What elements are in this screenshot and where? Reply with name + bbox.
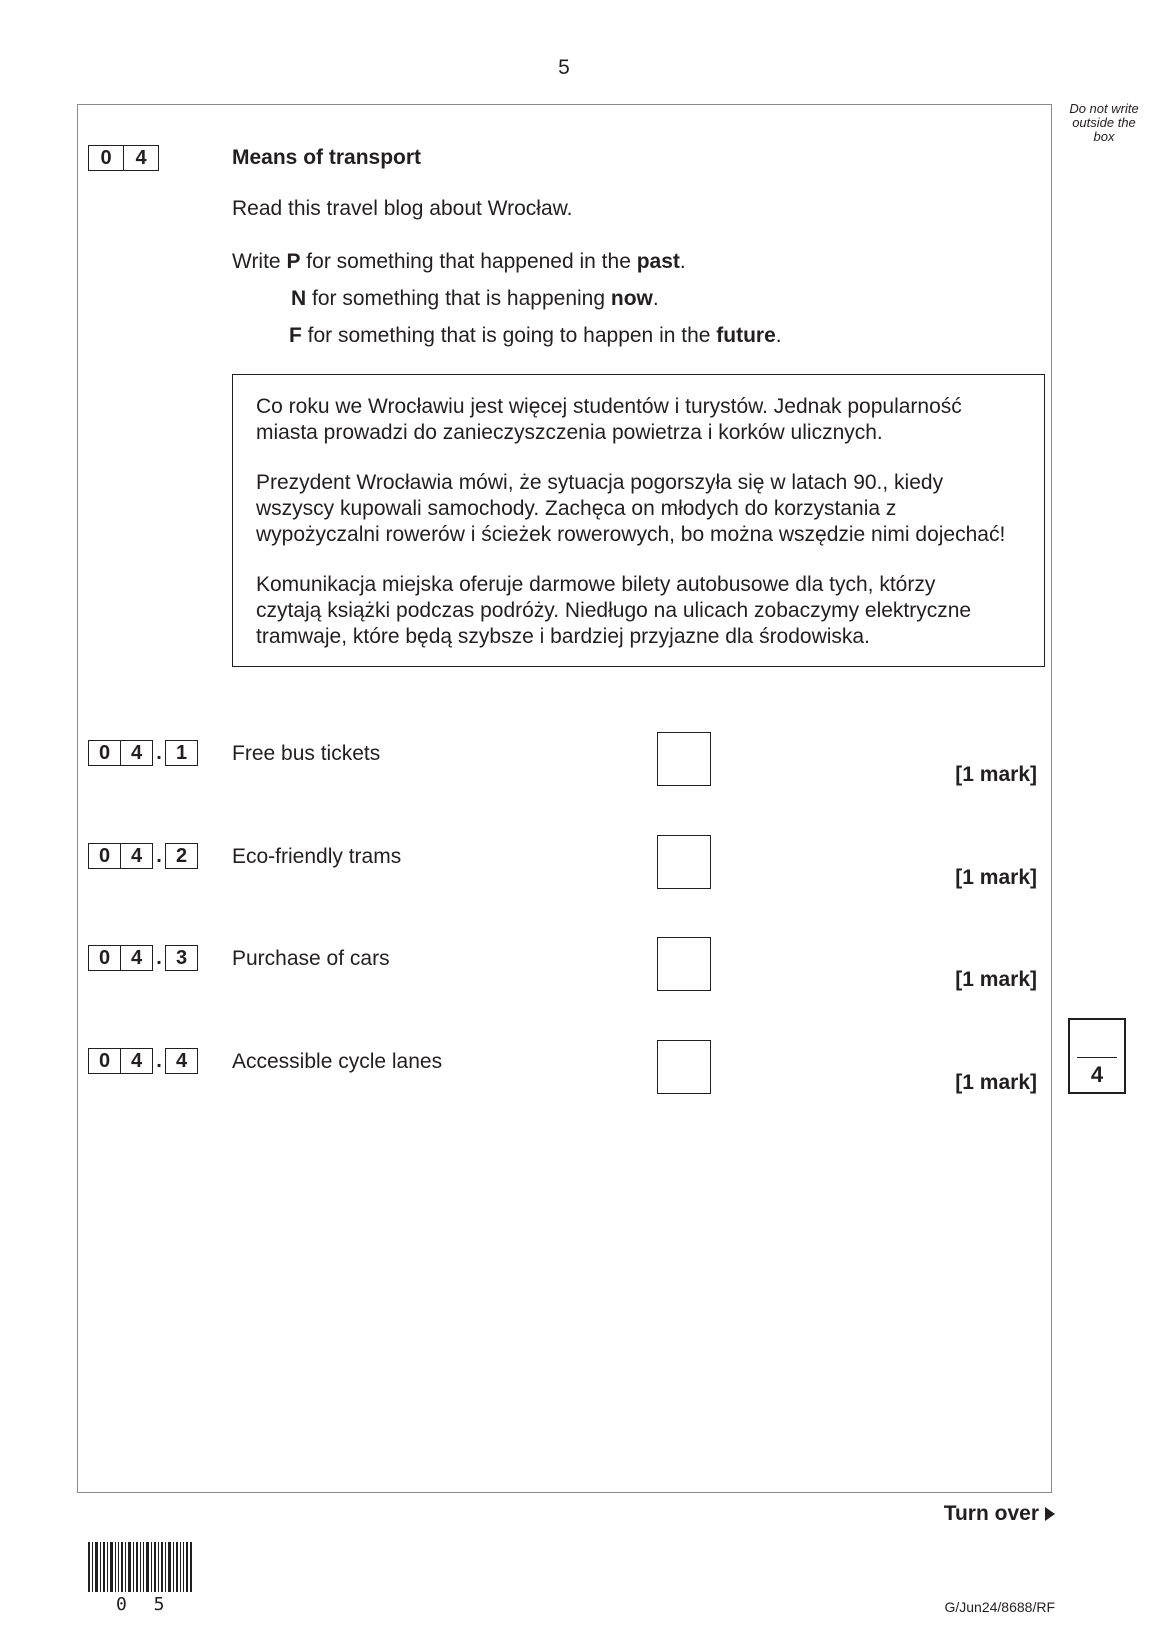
subquestion-label: Purchase of cars xyxy=(232,947,390,970)
mark-allocation: [1 mark] xyxy=(955,866,1037,889)
mark-allocation: [1 mark] xyxy=(955,1071,1037,1094)
subquestion-number: 0 4 . 4 xyxy=(88,1048,198,1074)
total-marks-value: 4 xyxy=(1090,1062,1104,1087)
instruction-prefix: Write xyxy=(232,250,287,273)
instruction-keyword: past xyxy=(636,250,680,273)
question-title: Means of transport xyxy=(232,146,422,169)
question-number-box xyxy=(88,145,159,171)
mark-allocation: [1 mark] xyxy=(955,968,1037,991)
instruction-text: for something that is happening xyxy=(306,287,611,310)
instruction-keyword: future xyxy=(716,324,776,347)
instruction-letter: N xyxy=(291,287,307,310)
subquestion-label: Eco-friendly trams xyxy=(232,845,402,868)
instruction-letter: P xyxy=(286,250,301,273)
turn-over-indicator xyxy=(944,1502,1055,1526)
answer-frame xyxy=(77,104,1052,1493)
question-intro: Read this travel blog about Wrocław. xyxy=(232,197,573,220)
turn-over-label: Turn over xyxy=(943,1502,1039,1525)
subquestion-number: 0 4 . 3 xyxy=(88,945,198,971)
page-number: 5 xyxy=(558,56,570,79)
subquestion-label: Accessible cycle lanes xyxy=(232,1050,443,1073)
instruction-text: for something that happened in the xyxy=(300,250,637,273)
answer-box[interactable] xyxy=(657,732,711,786)
subquestion-number: 0 4 . 1 xyxy=(88,740,198,766)
answer-box[interactable] xyxy=(657,835,711,889)
blog-paragraph: Komunikacja miejska oferuje darmowe bilety autobusowe dla tych, którzy czytają książki podczas podróży. Niedługo na ulicach zobaczymy elektryczne tramwaje, które będą szybsze i bardziej przyjazne dla środowiska. xyxy=(256,573,972,648)
score-line xyxy=(1077,1057,1117,1058)
instruction-letter: F xyxy=(289,324,302,347)
barcode-icon xyxy=(88,1542,194,1592)
paper-reference: G/Jun24/8688/RF xyxy=(944,1599,1055,1615)
instruction-line-n: N for something that is happening now. xyxy=(291,287,659,310)
right-arrow-icon xyxy=(1045,1507,1055,1521)
blog-paragraph: Prezydent Wrocławia mówi, że sytuacja pogorszyła się w latach 90., kiedy wszyscy kupowali samochody. Zachęca on młodych do korzystania z wypożyczalni rowerów i ścieżek rowerowych, bo można wszędzie nimi dojechać! xyxy=(256,471,1006,546)
subquestion-number: 0 4 . 2 xyxy=(88,843,198,869)
instruction-line-p: Write P for something that happened in the past. xyxy=(232,250,686,273)
answer-box[interactable] xyxy=(657,1040,711,1094)
total-marks-box xyxy=(1068,1018,1126,1094)
instruction-keyword: now xyxy=(610,287,653,310)
blog-paragraph: Co roku we Wrocławiu jest więcej studentów i turystów. Jednak popularność miasta prowadzi do zanieczyszczenia powietrza i korków ulicznych. xyxy=(256,395,962,444)
blog-text-box xyxy=(232,374,1045,667)
question-digit: 4 xyxy=(123,146,158,170)
subquestion-label: Free bus tickets xyxy=(232,742,381,765)
question-digit: 0 xyxy=(100,146,112,169)
mark-allocation: [1 mark] xyxy=(955,763,1037,786)
answer-box[interactable] xyxy=(657,937,711,991)
margin-note: Do not write outside the box xyxy=(1069,101,1139,144)
barcode-number: 0 5 xyxy=(116,1594,173,1615)
instruction-line-f: F for something that is going to happen in the future. xyxy=(289,324,782,347)
instruction-text: for something that is going to happen in the xyxy=(301,324,717,347)
